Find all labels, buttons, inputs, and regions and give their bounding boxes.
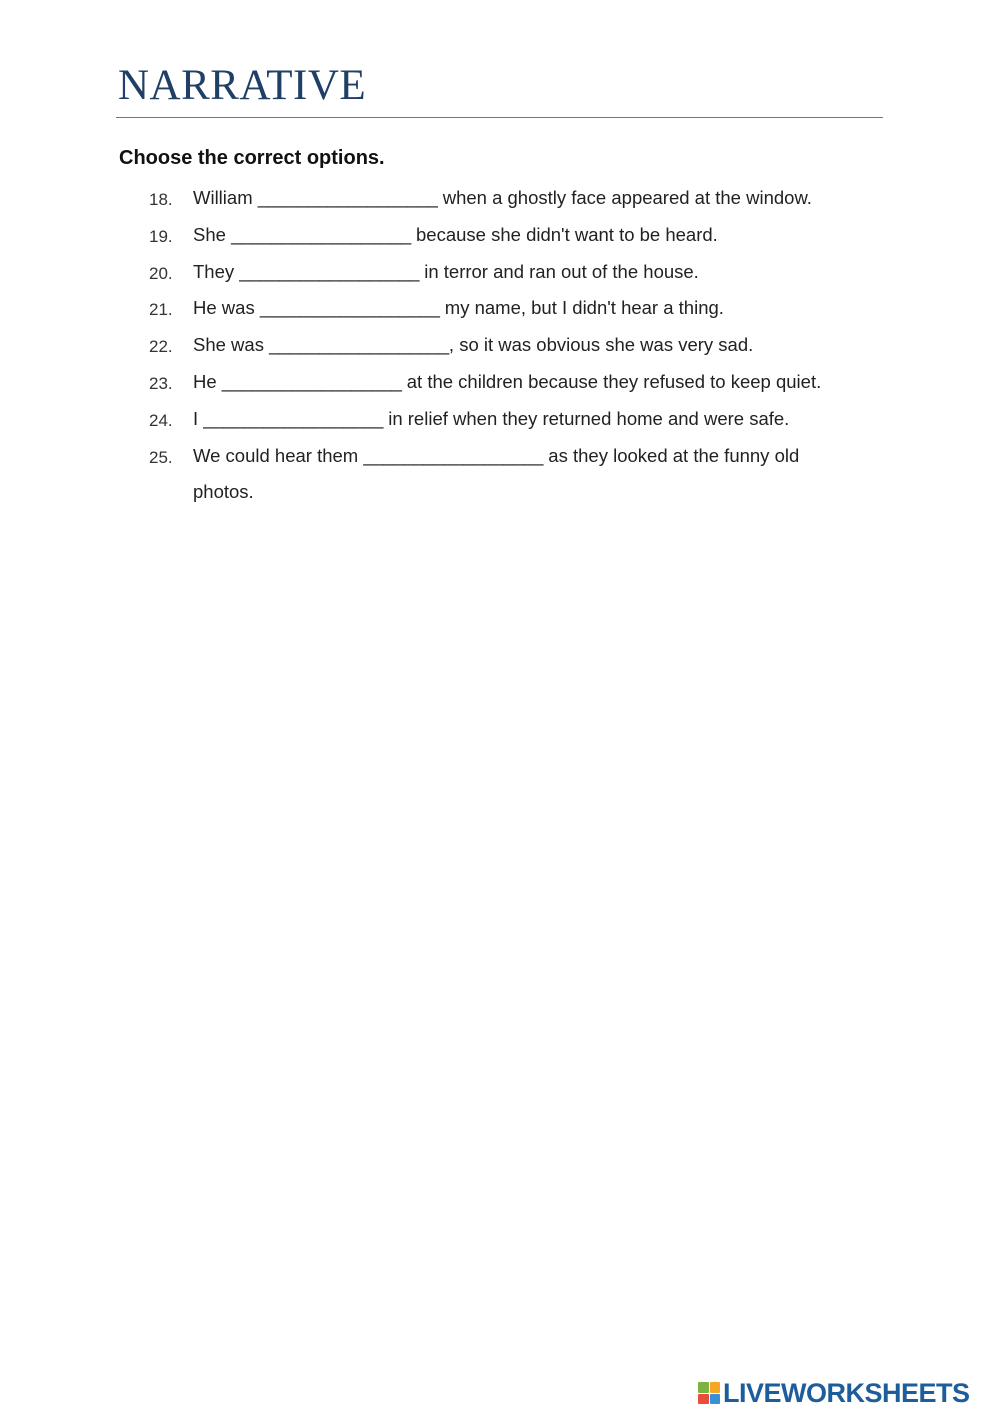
liveworksheets-grid-icon: [698, 1382, 720, 1404]
question-sentence: [193, 438, 843, 512]
question-item-21: [0, 292, 1000, 329]
sentence-end: at the children because they refused to keep quiet.: [401, 370, 822, 392]
question-sentence: [193, 327, 843, 364]
question-item-24: [0, 403, 1000, 440]
logo-square-blue: [710, 1394, 721, 1405]
page-title: NARRATIVE: [118, 62, 367, 109]
answer-blank[interactable]: __________________: [363, 444, 544, 466]
sentence-start: We could hear them: [193, 444, 364, 466]
sentence-end: in terror and ran out of the house.: [419, 260, 699, 282]
answer-blank[interactable]: __________________: [257, 187, 438, 208]
sentence-end: as they looked at the funny old photos.: [193, 444, 800, 503]
sentence-end: my name, but I didn't hear a thing.: [439, 297, 724, 319]
logo-wordmark: LIVEWORKSHEETS: [723, 1378, 970, 1408]
question-number: 18.: [149, 190, 173, 209]
question-number: 24.: [149, 410, 173, 430]
sentence-start: She was: [193, 334, 270, 356]
sentence-end: when a ghostly face appeared at the window.: [437, 187, 812, 208]
exercise-instruction: Choose the correct options.: [119, 147, 385, 169]
question-item-19: [0, 219, 1000, 256]
question-item-22: [0, 329, 1000, 366]
logo-square-red: [698, 1394, 709, 1405]
sentence-end: in relief when they returned home and were safe.: [383, 407, 790, 429]
answer-blank[interactable]: __________________: [203, 407, 384, 429]
sentence-end: because she didn't want to be heard.: [410, 223, 718, 245]
answer-blank[interactable]: __________________: [269, 334, 449, 356]
sentence-start: They: [193, 260, 240, 282]
logo-square-orange: [710, 1382, 721, 1393]
question-number: 23.: [149, 373, 173, 393]
title-underline-divider: [116, 117, 883, 118]
question-number: 22.: [149, 337, 173, 357]
question-item-25: [0, 440, 1000, 514]
answer-blank[interactable]: __________________: [231, 223, 411, 245]
sentence-start: She: [193, 223, 232, 245]
sentence-start: I: [193, 407, 204, 429]
question-number: 20.: [149, 263, 173, 283]
question-number: 21.: [149, 300, 173, 320]
answer-blank[interactable]: __________________: [259, 297, 440, 319]
question-item-18: [0, 182, 1000, 219]
question-sentence: [193, 290, 843, 327]
question-sentence: [193, 217, 843, 254]
question-list: [0, 182, 1000, 513]
logo-square-green: [698, 1382, 709, 1393]
sentence-start: He was: [193, 297, 260, 319]
question-sentence: [193, 401, 843, 438]
sentence-start: He: [193, 370, 222, 392]
answer-blank[interactable]: __________________: [221, 370, 402, 392]
liveworksheets-logo[interactable]: [698, 1378, 970, 1408]
question-item-20: [0, 256, 1000, 293]
question-item-23: [0, 366, 1000, 403]
question-sentence: [193, 254, 843, 291]
answer-blank[interactable]: __________________: [239, 260, 420, 282]
sentence-end: , so it was obvious she was very sad.: [448, 334, 754, 356]
sentence-start: William: [193, 187, 258, 208]
question-number: 19.: [149, 226, 173, 246]
question-sentence: [193, 180, 843, 217]
question-sentence: [193, 364, 843, 401]
question-number: 25.: [149, 447, 173, 467]
